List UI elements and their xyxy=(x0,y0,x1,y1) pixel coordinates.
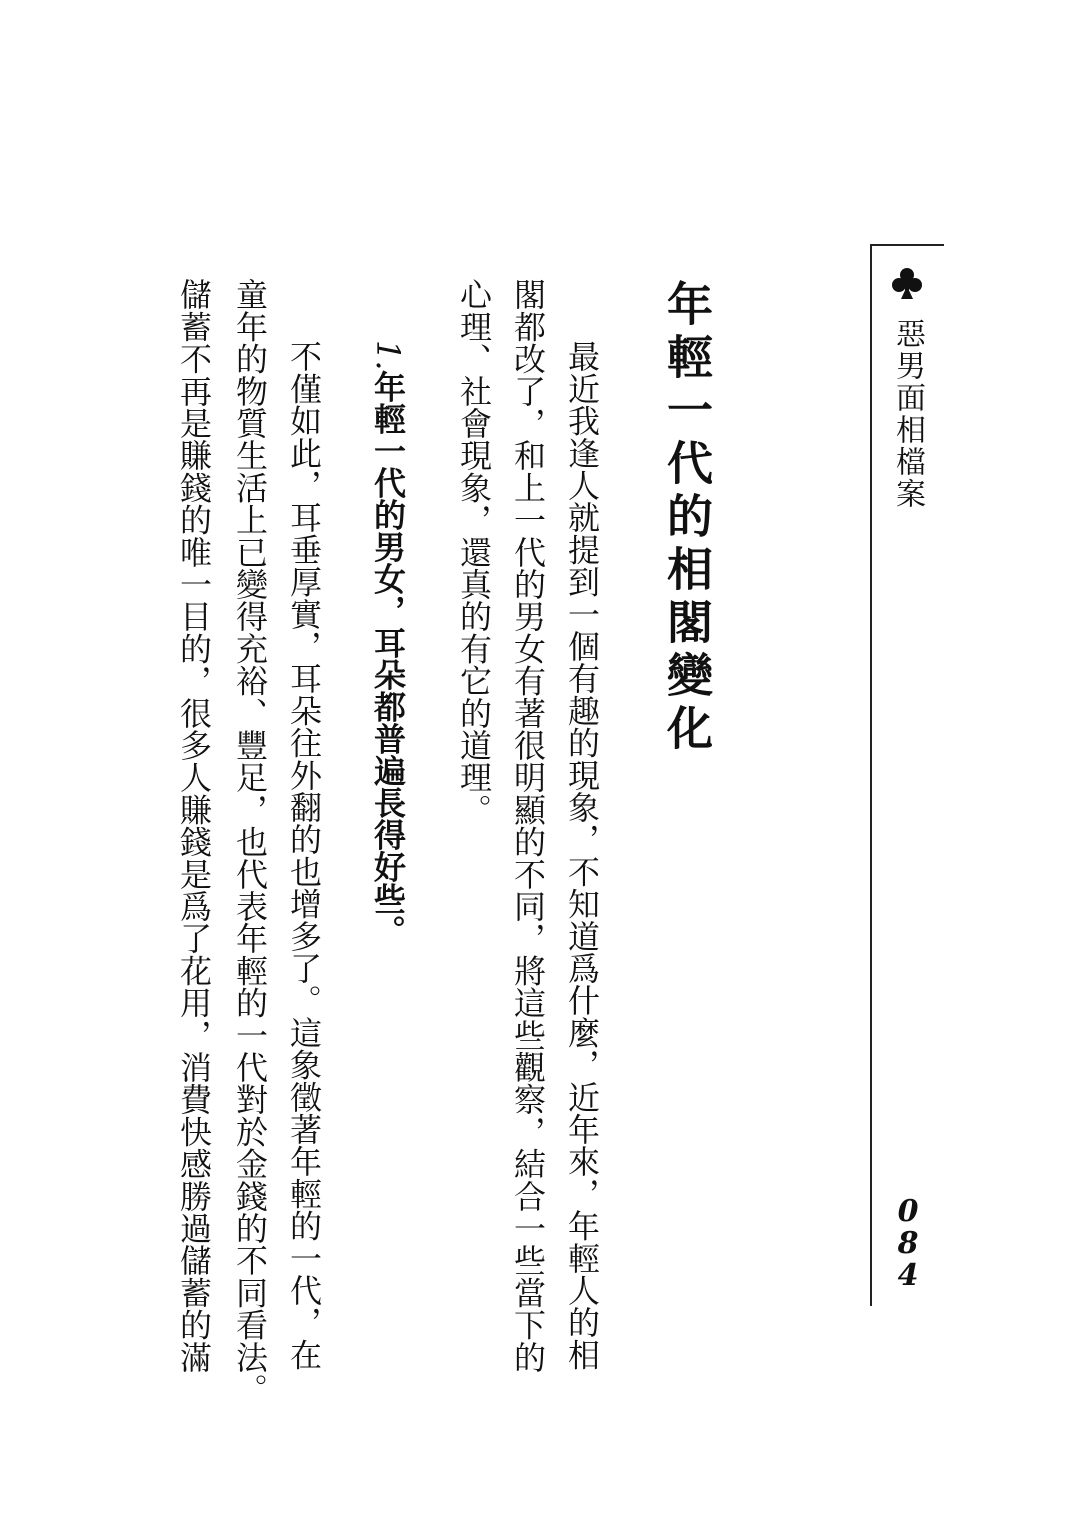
page-number-digit: 8 xyxy=(897,1226,919,1261)
club-icon xyxy=(890,266,924,300)
page-number xyxy=(896,1196,920,1292)
page-number-digit: 0 xyxy=(897,1194,919,1229)
section-number: 1. xyxy=(369,340,407,371)
section-heading-text: 年輕一代的男女，耳朵都普遍長得好些。 xyxy=(369,370,407,947)
header-rule-side xyxy=(870,244,872,1306)
page-number-digit: 4 xyxy=(897,1258,919,1293)
header-rule-top xyxy=(870,244,944,246)
running-title: 惡男面相檔案 xyxy=(890,318,925,510)
body-text-column: 童年的物質生活上已變得充裕、豐足，也代表年輕的一代對於金錢的不同看法。 xyxy=(231,278,269,1405)
body-text-column: 閣都改了，和上一代的男女有著很明顯的不同，將這些觀察，結合一些當下的 xyxy=(509,278,547,1373)
body-text-column: 儲蓄不再是賺錢的唯一目的，很多人賺錢是爲了花用，消費快感勝過儲蓄的滿 xyxy=(175,278,213,1373)
body-text-column: 心理、社會現象，還真的有它的道理。 xyxy=(455,278,493,826)
chapter-title: 年輕一代的相閣變化 xyxy=(660,280,714,757)
body-text-column: 不僅如此，耳垂厚實，耳朵往外翻的也增多了。這象徵著年輕的一代，在 xyxy=(285,340,323,1371)
body-text-column: 最近我逢人就提到一個有趣的現象，不知道爲什麼，近年來，年輕人的相 xyxy=(563,340,601,1371)
section-heading xyxy=(369,340,407,947)
